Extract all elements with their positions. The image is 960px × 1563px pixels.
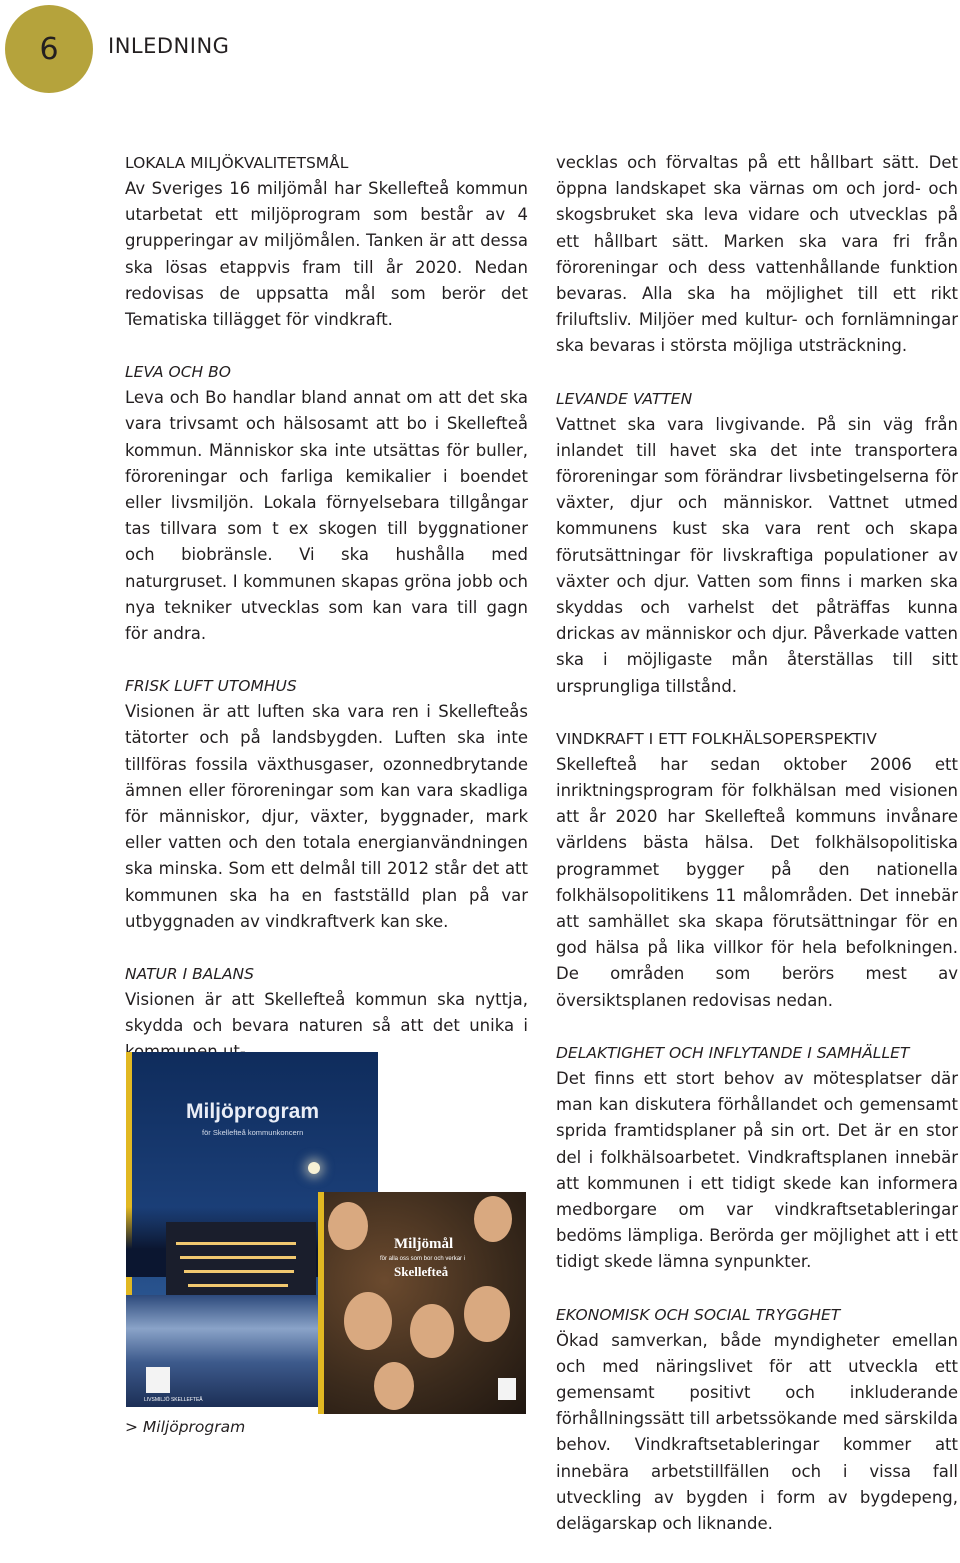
section-text: Av Sveriges 16 miljömål har Skellefteå kommun utarbetat ett miljöprogram som består av 4 grupperingar av miljömålen. Tanken är att dessa ska lösas etappvis fram till år 2020. Nedan redovisas de uppsatta mål som berör det Tematiska tillägget för vindkraft. xyxy=(125,179,528,330)
page-number: 6 xyxy=(39,31,59,67)
section-text: Visionen är att luften ska vara ren i Skellefteås tätorter och på landsbygden. Luften ska inte tillföras fossila växthusgaser, ozonnedbrytande ämnen eller föroreningar som kan vara skadliga för människor, djur, växter, byggnader, mark eller vatten och den totala energianvändningen ska minska. Som ett delmål till 2012 står det att kommunen ska ha en fastställd plan på var utbyggnaden av vindkraftverk kan ske. xyxy=(125,702,528,931)
section-frisk-luft-utomhus xyxy=(125,673,528,935)
window-row xyxy=(184,1270,294,1273)
moon-icon xyxy=(308,1162,320,1174)
section-heading: LEVANDE VATTEN xyxy=(556,389,693,408)
crowd-face xyxy=(328,1202,368,1250)
section-heading: EKONOMISK OCH SOCIAL TRYGGHET xyxy=(556,1305,841,1324)
section-natur-i-balans xyxy=(125,961,528,1066)
section-leva-och-bo xyxy=(125,359,528,647)
cover-subtitle: för alla oss som bor och verkar i xyxy=(380,1256,466,1262)
cover-subtitle: för Skellefteå kommunkoncern xyxy=(202,1128,304,1137)
right-column xyxy=(556,150,958,1563)
section-levande-vatten xyxy=(556,386,958,700)
cover-place: Skellefteå xyxy=(394,1264,449,1279)
logo-text: LIVSMILJÖ SKELLEFTEÅ xyxy=(144,1397,203,1403)
section-text: Vattnet ska vara livgivande. På sin väg från inlandet till havet ska det inte transportera föroreningar som förändrar livsbetingelserna för växter, djur och människor. Vattnet utmed kommunens kust ska vara rent och skapa förutsättningar för livskraftiga populationer av växter och djur. Vatten som finns i marken ska skyddas och varhelst det påträffas kunna drickas av människor och djur. Påverkade vatten ska i möjligaste mån återställas till sitt ursprungliga tillstånd. xyxy=(556,414,958,696)
window-row xyxy=(176,1242,296,1245)
section-heading: LEVA OCH BO xyxy=(125,363,231,382)
section-text: Skellefteå har sedan oktober 2006 ett inriktningsprogram för folkhälsan med visionen att år 2020 har Skellefteå kommuns invånare världens bästa hälsa. Det folkhälsopolitiska programmet bygger på den nationella folkhälsopolitikens 11 målområden. Det innebär att samhället ska skapa förutsättningar för en god hälsa på lika villkor för hela befolkningen. De områden som berörs mest av översiktsplanen redovisas nedan. xyxy=(556,754,958,1010)
section-heading: FRISK LUFT UTOMHUS xyxy=(125,677,297,696)
section-text: Det finns ett stort behov av mötesplatser där man kan diskutera förhållandet och gemensamt sprida framtidsplaner på sin ort. Det är en stor del i folkhälsoarbetet. Vindkraftsplanen innebär att kommunen i ett tidigt skede kan informera medborgare om var vindkraftsetableringar bedöms lämpliga. Berörda ger möjlighet att i ett tidigt skede lämna synpunkter. xyxy=(556,1068,958,1272)
miljomal-cover-image xyxy=(318,1192,526,1414)
chapter-title: INLEDNING xyxy=(108,34,230,58)
window-row xyxy=(180,1256,296,1259)
section-text: Leva och Bo handlar bland annat om att det ska vara trivsamt och hälsosamt att bo i Skellefteå kommun. Människor ska inte utsättas för buller, föroreningar och farliga kemikalier i boendet eller livsmiljön. Lokala förnyelsebara tillgångar tas tillvara som t ex skogen till byggnationer och biobränsle. Vi ska hushålla med naturgruset. I kommunen skapas gröna jobb och nya tekniker utvecklas som kan vara till gagn för andra. xyxy=(125,388,528,644)
section-lokala-miljokvalitetsmal xyxy=(125,150,528,333)
section-ekonomisk-och-social-trygghet xyxy=(556,1302,958,1538)
section-delaktighet-och-inflytande xyxy=(556,1040,958,1276)
crowd-face xyxy=(474,1196,512,1242)
left-column xyxy=(125,150,528,1092)
livsmiljo-logo-icon xyxy=(146,1367,170,1393)
section-heading: VINDKRAFT I ETT FOLKHÄLSOPERSPEKTIV xyxy=(556,729,877,748)
section-natur-i-balans-continued xyxy=(556,150,958,360)
window-row xyxy=(188,1284,288,1287)
section-heading: DELAKTIGHET OCH INFLYTANDE I SAMHÄLLET xyxy=(556,1043,910,1062)
section-heading: LOKALA MILJÖKVALITETSMÅL xyxy=(125,154,349,172)
section-text: Visionen är att Skellefteå kommun ska nyttja, skydda och bevara naturen så att det unika i xyxy=(125,990,528,1036)
building-silhouette xyxy=(166,1222,316,1297)
image-caption: > Miljöprogram xyxy=(125,1418,246,1436)
crowd-face xyxy=(464,1286,510,1342)
page-number-badge xyxy=(5,5,93,93)
crowd-face xyxy=(410,1304,454,1358)
section-text: Ökad samverkan, både myndigheter emellan och med näringslivet för att utveckla ett gemensamt positivt och inkluderande förhållningssätt till arbetssökande med särskilda behov. Vindkraftsetableringar kommer att innebära arbetstillfällen och i vissa fall utveckling av bygden i form av bygdepeng, delägarskap och liknande. xyxy=(556,1330,958,1533)
livsmiljo-logo-icon xyxy=(498,1378,516,1400)
cover-title: Miljöprogram xyxy=(186,1100,320,1123)
section-heading: NATUR I BALANS xyxy=(125,965,254,984)
cover-title: Miljömål xyxy=(394,1236,454,1252)
crowd-face xyxy=(374,1362,414,1410)
section-vindkraft-folkhalsoperspektiv xyxy=(556,726,958,1014)
section-text: vecklas och förvaltas på ett hållbart sätt. Det öppna landskapet ska värnas om och jord- och skogsbruket ska leva vidare och utvecklas på ett hållbart sätt. Marken ska vara fri från föroreningar och dess vattenhållande funktion bevaras. Alla ska ha möjlighet till ett rikt friluftsliv. Miljöer med kultur- och fornlämningar ska bevaras i största möjliga utsträckning. xyxy=(556,153,958,356)
crowd-face xyxy=(344,1292,392,1350)
